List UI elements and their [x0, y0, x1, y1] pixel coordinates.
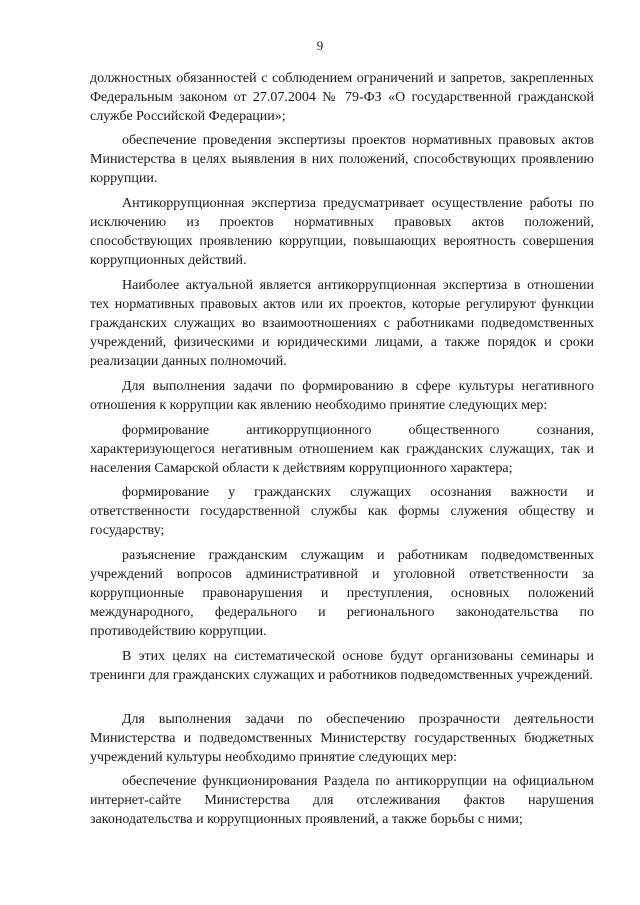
paragraph-transparency-task-intro: Для выполнения задачи по обеспечению прозрачности деятельности Министерства и подведомственных Министерству государственных бюджетных учреждений культуры необходимо принятие следующих мер: — [90, 712, 594, 765]
paragraph-anticorruption-expertise: Антикоррупционная экспертиза предусматривает осуществление работы по исключению из проектов нормативных правовых актов положений, способствующих проявлению коррупции, повышающих вероятность совершения коррупционных действий. — [90, 196, 594, 268]
paragraph-most-relevant-expertise: Наиболее актуальной является антикоррупционная экспертиза в отношении тех нормативных правовых актов или их проектов, которые регулируют функции гражданских служащих во взаимоотношениях с работниками подведомственных учреждений, физическими и юридическими лицами, а также порядок и сроки реализации данных полномочий. — [90, 278, 594, 369]
paragraph-culture-task-intro: Для выполнения задачи по формированию в сфере культуры негативного отношения к коррупции как явлению необходимо принятие следующих мер: — [90, 379, 594, 413]
paragraph-civil-servants-awareness: формирование у гражданских служащих осознания важности и ответственности государственной службы как формы служения обществу и государству; — [90, 485, 594, 538]
paragraph-responsibility-explanation: разъяснение гражданским служащим и работникам подведомственных учреждений вопросов административной и уголовной ответственности за коррупционные правонарушения и преступления, основных положений международного, федерального и регионального законодательства по противодействию коррупции. — [90, 548, 594, 639]
paragraph-continuation: должностных обязанностей с соблюдением ограничений и запретов, закрепленных Федеральным законом от 27.07.2004 № 79-ФЗ «О государственной гражданской службе Российской Федерации»; — [90, 71, 594, 124]
paragraph-expertise-provision: обеспечение проведения экспертизы проектов нормативных правовых актов Министерства в целях выявления в них положений, способствующих проявлению коррупции. — [90, 133, 594, 186]
paragraph-website-section: обеспечение функционирования Раздела по антикоррупции на официальном интернет-сайте Министерства для отслеживания фактов нарушения законодательства и коррупционных проявлений, а также борьбы с ними; — [90, 774, 594, 827]
paragraph-public-consciousness: формирование антикоррупционного общественного сознания, характеризующегося негативным отношением как гражданских служащих, так и населения Самарской области к действиям коррупционного характера; — [90, 423, 594, 476]
page-number: 9 — [316, 38, 324, 53]
paragraph-seminars: В этих целях на систематической основе будут организованы семинары и тренинги для гражданских служащих и работников подведомственных учреждений. — [90, 649, 594, 683]
